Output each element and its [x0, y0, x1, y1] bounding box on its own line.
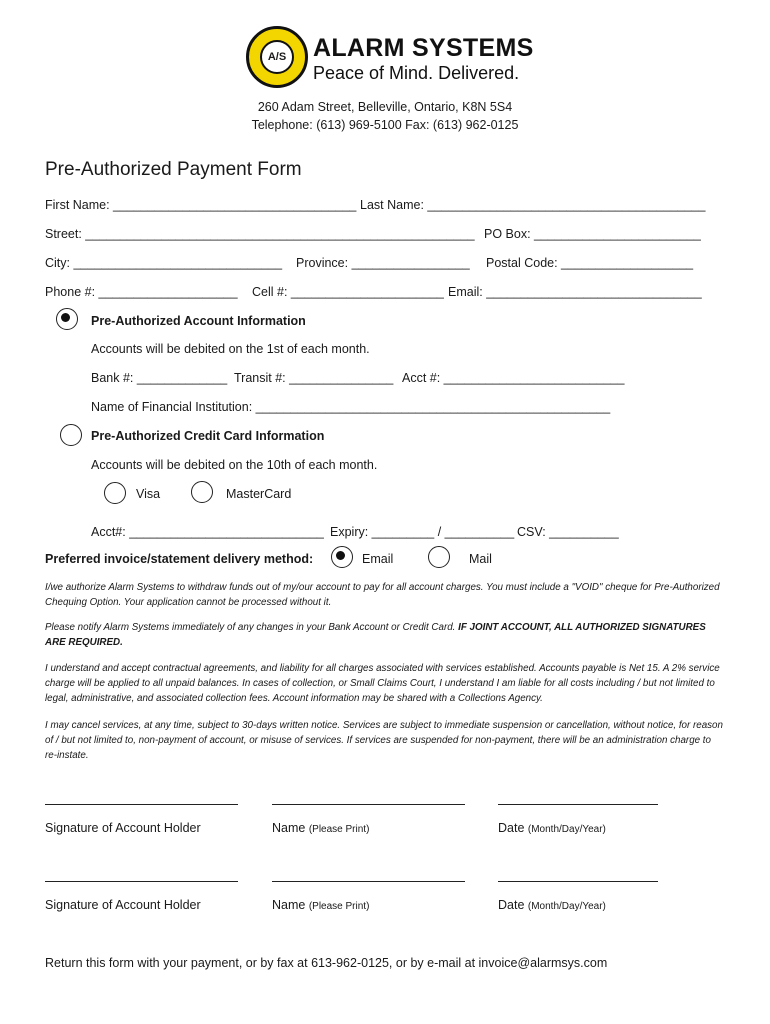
- date-line-1[interactable]: [498, 804, 658, 805]
- csv-field[interactable]: CSV: __________: [517, 525, 619, 539]
- transit-number-field[interactable]: Transit #: _______________: [234, 371, 394, 385]
- delivery-mail-radio[interactable]: [428, 546, 450, 568]
- street-field[interactable]: Street: ________________________________________________________: [45, 227, 475, 241]
- visa-radio[interactable]: [104, 482, 126, 504]
- expiry-field[interactable]: Expiry: _________ / __________: [330, 525, 515, 539]
- cell-field[interactable]: Cell #: ______________________: [252, 285, 444, 299]
- terms-authorization: I/we authorize Alarm Systems to withdraw funds out of my/our account to pay for all account charges. You must include a "VOID" cheque for Pre-Authorized Chequing Option. Your application cannot be processed without it.: [45, 582, 720, 608]
- brand-tagline: Peace of Mind. Delivered.: [313, 63, 520, 83]
- signature-line-2[interactable]: [45, 881, 238, 882]
- card-section-heading: Pre-Authorized Credit Card Information: [91, 429, 325, 443]
- company-address: 260 Adam Street, Belleville, Ontario, K8N 5S4: [257, 100, 513, 114]
- last-name-field[interactable]: Last Name: ________________________________________: [360, 198, 706, 212]
- terms-joint-account-warning: IF JOINT ACCOUNT, ALL AUTHORIZED SIGNATURES ARE REQUIRED.: [45, 622, 706, 648]
- delivery-method-label: Preferred invoice/statement delivery method:: [45, 552, 314, 566]
- logo-seal-text: A/S: [260, 40, 294, 74]
- company-logo-seal: [246, 26, 308, 88]
- name-label-2: [272, 898, 369, 912]
- phone-field[interactable]: Phone #: ____________________: [45, 285, 238, 299]
- signature-line-1[interactable]: [45, 804, 238, 805]
- name-line-1[interactable]: [272, 804, 465, 805]
- bank-number-field[interactable]: Bank #: _____________: [91, 371, 228, 385]
- name-label-text: Name: [272, 898, 306, 912]
- mastercard-radio[interactable]: [191, 481, 213, 503]
- name-label-text: Name: [272, 821, 306, 835]
- province-field[interactable]: Province: _________________: [296, 256, 470, 270]
- visa-label: Visa: [136, 487, 161, 501]
- email-field[interactable]: Email: _______________________________: [448, 285, 702, 299]
- credit-card-option-radio[interactable]: [60, 424, 82, 446]
- mastercard-label: MasterCard: [226, 487, 292, 501]
- company-telephone: Telephone: (613) 969-5100 Fax: (613) 962-0125: [251, 118, 519, 132]
- terms-liability: I understand and accept contractual agreements, and liability for all charges associated with services established. Accounts payable is Net 15. A 2% service charge will be applied to all unpaid balances. In cases of collection, or Small Claims Court, I understand I am liable for all costs including / but not limited to legal, administrative, and associated collection fees. Account information may be shared with a Collections Agency.: [45, 663, 720, 704]
- po-box-field[interactable]: PO Box: ________________________: [484, 227, 701, 241]
- signature-label-2: Signature of Account Holder: [45, 898, 201, 912]
- date-label-text: Date: [498, 821, 525, 835]
- card-debit-note: Accounts will be debited on the 10th of each month.: [91, 458, 378, 472]
- financial-institution-field[interactable]: Name of Financial Institution: ___________________________________________________: [91, 400, 611, 414]
- first-name-field[interactable]: First Name: ___________________________________: [45, 198, 357, 212]
- account-number-field[interactable]: Acct #: __________________________: [402, 371, 625, 385]
- date-label-1: [498, 821, 606, 835]
- date-hint: (Month/Day/Year): [527, 901, 606, 912]
- signature-label-1: Signature of Account Holder: [45, 821, 201, 835]
- delivery-mail-label: Mail: [469, 552, 492, 566]
- account-option-radio[interactable]: [56, 308, 78, 330]
- delivery-email-radio[interactable]: [331, 546, 353, 568]
- return-instructions: Return this form with your payment, or by fax at 613-962-0125, or by e-mail at invoice@alarmsys.com: [45, 956, 608, 970]
- form-title: Pre-Authorized Payment Form: [45, 159, 302, 180]
- name-hint: (Please Print): [308, 824, 370, 835]
- name-line-2[interactable]: [272, 881, 465, 882]
- date-label-2: [498, 898, 606, 912]
- date-line-2[interactable]: [498, 881, 658, 882]
- brand-name: ALARM SYSTEMS: [313, 34, 534, 62]
- name-hint: (Please Print): [308, 901, 370, 912]
- card-number-field[interactable]: Acct#: ____________________________: [91, 525, 324, 539]
- name-label-1: [272, 821, 369, 835]
- account-section-heading: Pre-Authorized Account Information: [91, 314, 306, 328]
- terms-cancellation: I may cancel services, at any time, subject to 30-days written notice. Services are subject to immediate suspension or cancellation, without notice, for reason of / but not limited to, non-payment of account, or misuse of services. If services are suspended for non-payment, there will be an administration charge to re-instate.: [45, 720, 723, 761]
- delivery-email-label: Email: [362, 552, 394, 566]
- account-debit-note: Accounts will be debited on the 1st of each month.: [91, 342, 370, 356]
- terms-notification-text: Please notify Alarm Systems immediately of any changes in your Bank Account or Credit Card.: [45, 622, 459, 633]
- terms-notification: [45, 620, 725, 650]
- postal-code-field[interactable]: Postal Code: ___________________: [486, 256, 694, 270]
- city-field[interactable]: City: ______________________________: [45, 256, 283, 270]
- date-hint: (Month/Day/Year): [527, 824, 606, 835]
- date-label-text: Date: [498, 898, 525, 912]
